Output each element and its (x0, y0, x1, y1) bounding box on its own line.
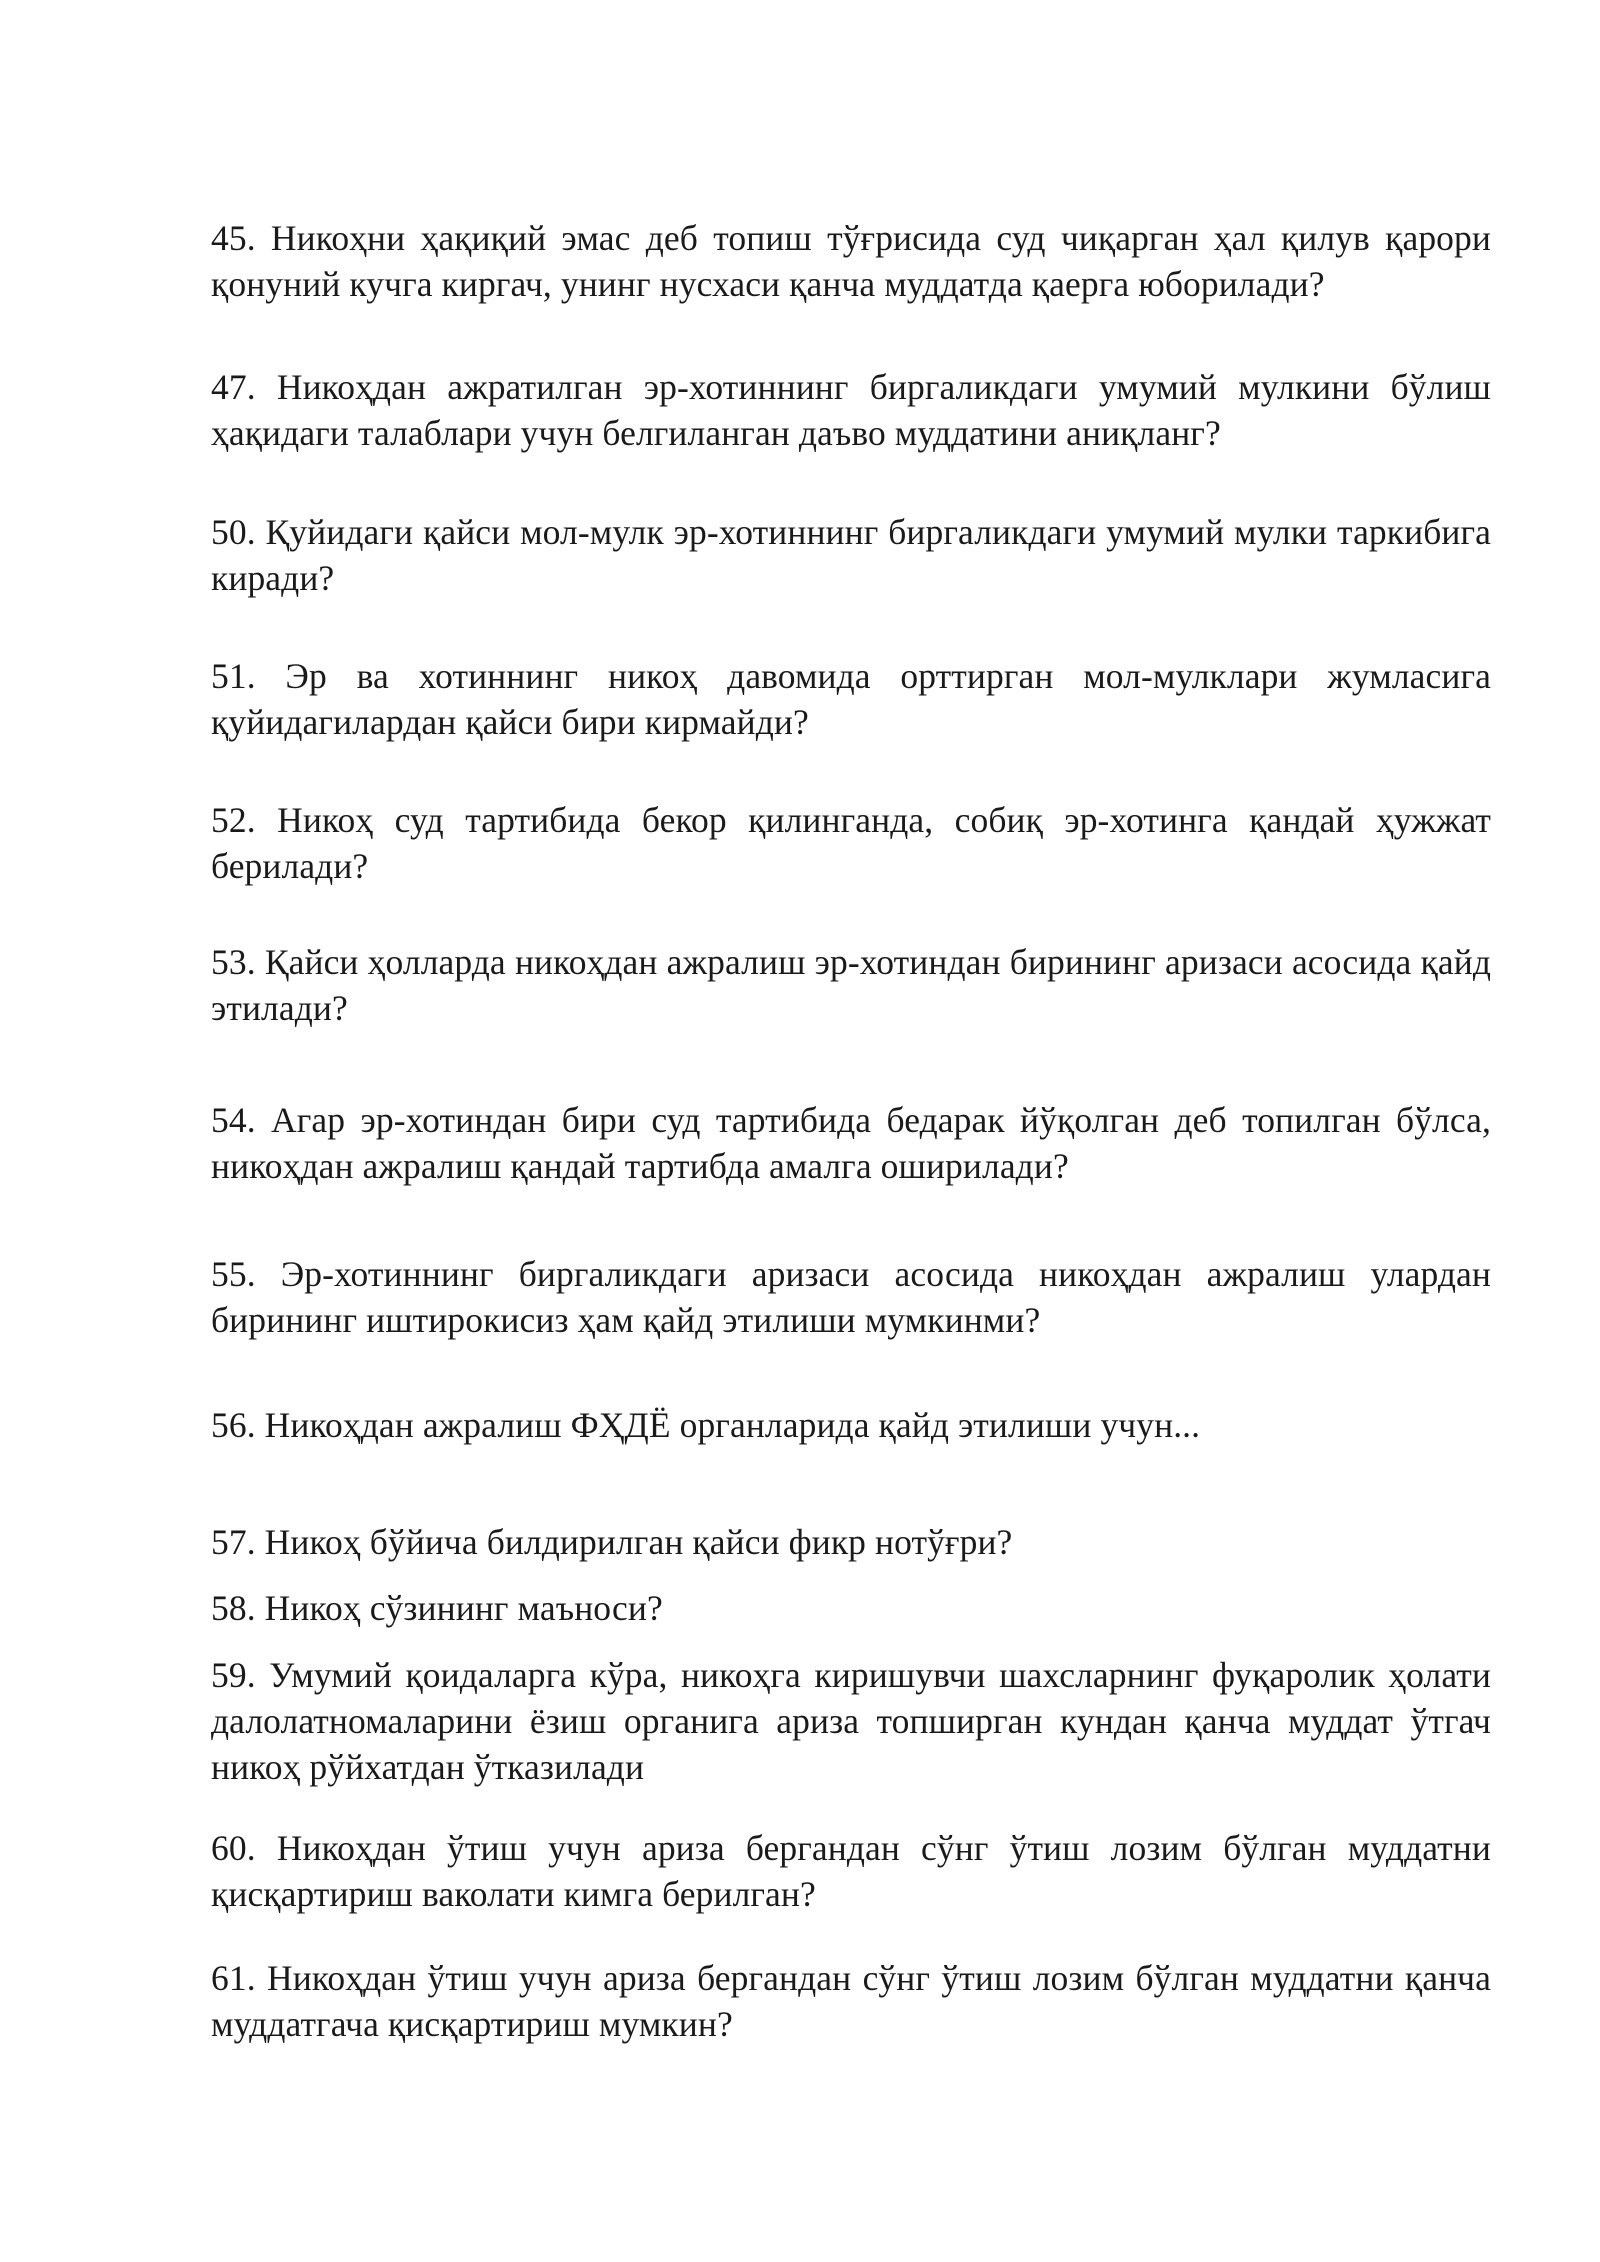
question-47 (211, 364, 1491, 456)
question-text: 57. Никоҳ бўйича билдирилган қайси фикр нотўғри? (211, 1522, 1013, 1562)
question-57 (211, 1519, 1491, 1565)
question-58 (211, 1585, 1491, 1631)
question-text: 61. Никоҳдан ўтиш учун ариза бергандан сўнг ўтиш лозим бўлган муддатни қанча муддатгача қисқартириш мумкин? (211, 1958, 1491, 2044)
question-52 (211, 797, 1491, 889)
question-text: 56. Никоҳдан ажралиш ФҲДЁ органларида қайд этилиши учун... (211, 1405, 1201, 1445)
question-text: 47. Никоҳдан ажратилган эр-хотиннинг биргаликдаги умумий мулкини бўлиш ҳақидаги талаблари учун белгиланган даъво муддатини аниқланг? (211, 367, 1491, 453)
question-55 (211, 1251, 1491, 1343)
question-text: 53. Қайси ҳолларда никоҳдан ажралиш эр-хотиндан бирининг аризаси асосида қайд этилади? (211, 942, 1491, 1028)
question-text: 59. Умумий қоидаларга кўра, никоҳга киришувчи шахсларнинг фуқаролик ҳолати далолатномаларини ёзиш органига ариза топширган кундан қанча муддат ўтгач никоҳ рўйхатдан ўтказилади (211, 1655, 1491, 1787)
question-45 (211, 215, 1491, 307)
question-text: 55. Эр-хотиннинг биргаликдаги аризаси асосида никоҳдан ажралиш улардан бирининг иштирокисиз ҳам қайд этилиши мумкинми? (211, 1254, 1491, 1340)
question-text: 60. Никоҳдан ўтиш учун ариза бергандан сўнг ўтиш лозим бўлган муддатни қисқартириш ваколати кимга берилган? (211, 1828, 1491, 1914)
question-59 (211, 1652, 1491, 1790)
question-text: 45. Никоҳни ҳақиқий эмас деб топиш тўғрисида суд чиқарган ҳал қилув қарори қонуний кучга киргач, унинг нусхаси қанча муддатда қаерга юборилади? (211, 218, 1491, 304)
question-60 (211, 1825, 1491, 1917)
question-text: 50. Қуйидаги қайси мол-мулк эр-хотиннинг биргаликдаги умумий мулки таркибига киради? (211, 512, 1491, 598)
question-50 (211, 509, 1491, 601)
question-53 (211, 939, 1491, 1031)
question-text: 52. Никоҳ суд тартибида бекор қилинганда, собиқ эр-хотинга қандай ҳужжат берилади? (211, 800, 1491, 886)
question-text: 51. Эр ва хотиннинг никоҳ давомида орттирган мол-мулклари жумласига қуйидагилардан қайси бири кирмайди? (211, 656, 1491, 742)
question-text: 58. Никоҳ сўзининг маъноси? (211, 1588, 663, 1628)
question-text: 54. Агар эр-хотиндан бири суд тартибида бедарак йўқолган деб топилган бўлса, никоҳдан ажралиш қандай тартибда амалга оширилади? (211, 1100, 1491, 1186)
question-56 (211, 1402, 1491, 1448)
question-61 (211, 1955, 1491, 2047)
question-54 (211, 1097, 1491, 1189)
question-51 (211, 653, 1491, 745)
